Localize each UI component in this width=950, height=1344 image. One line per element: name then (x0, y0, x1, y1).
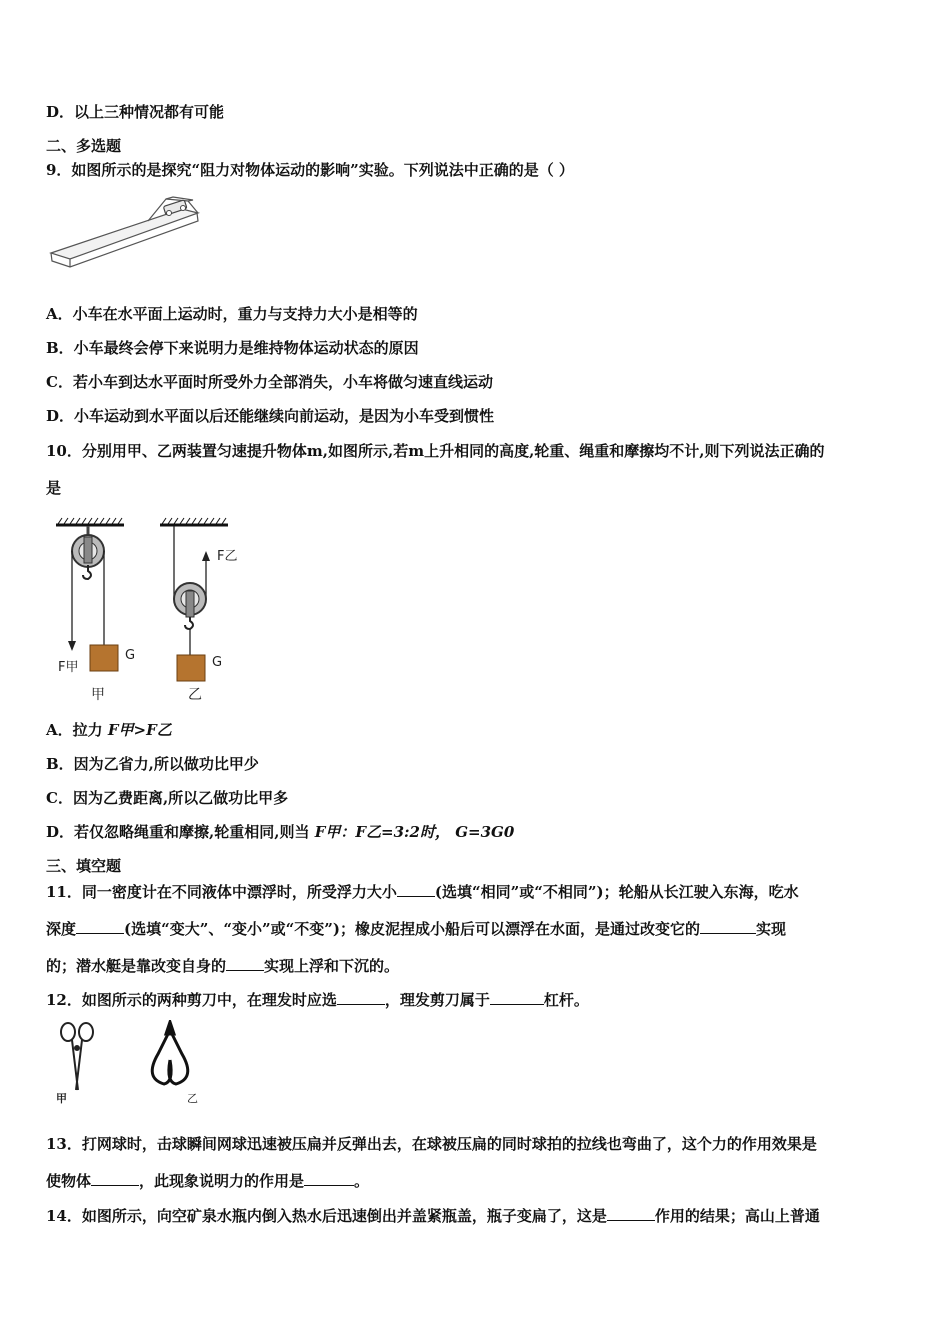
q14-blank-1[interactable] (607, 1206, 655, 1221)
q12-stem (46, 990, 589, 1010)
q14-line1 (46, 1206, 820, 1226)
force-arrow-jia (68, 641, 76, 651)
q10-option-a (46, 720, 172, 740)
q12-blank-2[interactable] (490, 990, 544, 1005)
caption-jia: 甲 (91, 687, 105, 703)
q11-line3-a: 的；潜水艇是靠改变自身的 (46, 957, 227, 975)
ceiling-jia (56, 518, 124, 525)
q11-blank-2[interactable] (76, 919, 124, 934)
q13-blank-2[interactable] (304, 1171, 354, 1186)
q13-line2-b: ，此现象说明力的作用是 (139, 1172, 305, 1190)
q11-line3 (46, 956, 399, 976)
q10-option-b: B．因为乙省力,所以做功比甲少 (46, 755, 259, 773)
force-label-yi: F乙 (217, 549, 238, 564)
q8-option-d: D．以上三种情况都有可能 (46, 103, 225, 121)
q11-line2-a: 深度 (46, 920, 77, 938)
force-label-jia: F甲 (58, 660, 79, 675)
q11-blank-4[interactable] (226, 956, 264, 971)
q12-stem-b: ，理发剪刀属于 (384, 991, 490, 1009)
weight-label-yi: G (212, 655, 223, 670)
q12-stem-c: 杠杆。 (543, 991, 589, 1009)
q12-caption-jia: 甲 (56, 1092, 67, 1105)
q13-line2-c: 。 (354, 1172, 370, 1190)
q11-line1-b: (选填“相同”或“不相同”)；轮船从长江驶入东海，吃水 (434, 883, 799, 901)
q9-option-c: C．若小车到达水平面时所受外力全部消失，小车将做匀速直线运动 (46, 373, 493, 391)
weight-block-yi (177, 655, 205, 681)
caption-yi: 乙 (188, 687, 202, 703)
section-3-title: 三、填空题 (46, 857, 122, 875)
q10-option-c: C．因为乙费距离,所以乙做功比甲多 (46, 789, 289, 807)
q10-option-d-ratio: F甲：F乙=3:2时， (314, 823, 450, 841)
q11-line1 (46, 882, 799, 902)
q12-blank-1[interactable] (337, 990, 385, 1005)
q11-blank-3[interactable] (700, 919, 756, 934)
q10-option-a-prefix: A．拉力 (46, 721, 103, 739)
hair-scissors-icon (61, 1023, 93, 1090)
q10-pulley-figure (50, 515, 250, 705)
q10-stem-line1: 10．分别用甲、乙两装置匀速提升物体m,如图所示,若m上升相同的高度,轮重、绳重和摩擦均不计,则下列说法正确的 (46, 442, 825, 460)
q12-caption-yi: 乙 (187, 1092, 198, 1105)
q10-option-a-expr: F甲>F乙 (107, 721, 172, 739)
weight-label-jia: G (125, 648, 136, 663)
q10-option-d-prefix: D．若仅忽略绳重和摩擦,轮重相同,则当 (46, 823, 310, 841)
q13-line2 (46, 1171, 369, 1191)
q14-line1-a: 14．如图所示，向空矿泉水瓶内倒入热水后迅速倒出并盖紧瓶盖，瓶子变扁了，这是 (46, 1207, 607, 1225)
q10-option-d (46, 822, 514, 842)
q11-line3-b: 实现上浮和下沉的。 (264, 957, 400, 975)
q13-line1: 13．打网球时，击球瞬间网球迅速被压扁并反弹出去，在球被压扁的同时球拍的拉线也弯曲了，这个力的作用效果是 (46, 1135, 817, 1153)
ceiling-yi (160, 518, 228, 525)
q13-blank-1[interactable] (91, 1171, 139, 1186)
q9-option-b: B．小车最终会停下来说明力是维持物体运动状态的原因 (46, 339, 419, 357)
q9-ramp-figure (48, 195, 203, 270)
q11-line1-a: 11．同一密度计在不同液体中漂浮时，所受浮力大小 (46, 883, 397, 901)
garden-shears-icon (152, 1022, 188, 1084)
q9-option-d: D．小车运动到水平面以后还能继续向前运动，是因为小车受到惯性 (46, 407, 495, 425)
q9-stem: 9．如图所示的是探究“阻力对物体运动的影响”实验。下列说法中正确的是（ ） (46, 161, 574, 179)
q12-stem-a: 12．如图所示的两种剪刀中，在理发时应选 (46, 991, 337, 1009)
q11-line2 (46, 919, 786, 939)
q14-line1-b: 作用的结果；高山上普通 (654, 1207, 820, 1225)
q10-stem-line2: 是 (46, 479, 62, 497)
q11-line2-c: 实现 (755, 920, 786, 938)
section-2-title: 二、多选题 (46, 137, 122, 155)
q11-line2-b: (选填“变大”、“变小”或“不变”)；橡皮泥捏成小船后可以漂浮在水面，是通过改变它的 (124, 920, 700, 938)
q9-option-a: A．小车在水平面上运动时，重力与支持力大小是相等的 (46, 305, 418, 323)
q12-scissors-figure (52, 1020, 212, 1095)
force-arrow-yi (202, 551, 210, 561)
q10-option-d-result: G=3G0 (455, 823, 515, 841)
q13-line2-a: 使物体 (46, 1172, 92, 1190)
weight-block-jia (90, 645, 118, 671)
q11-blank-1[interactable] (397, 882, 435, 897)
